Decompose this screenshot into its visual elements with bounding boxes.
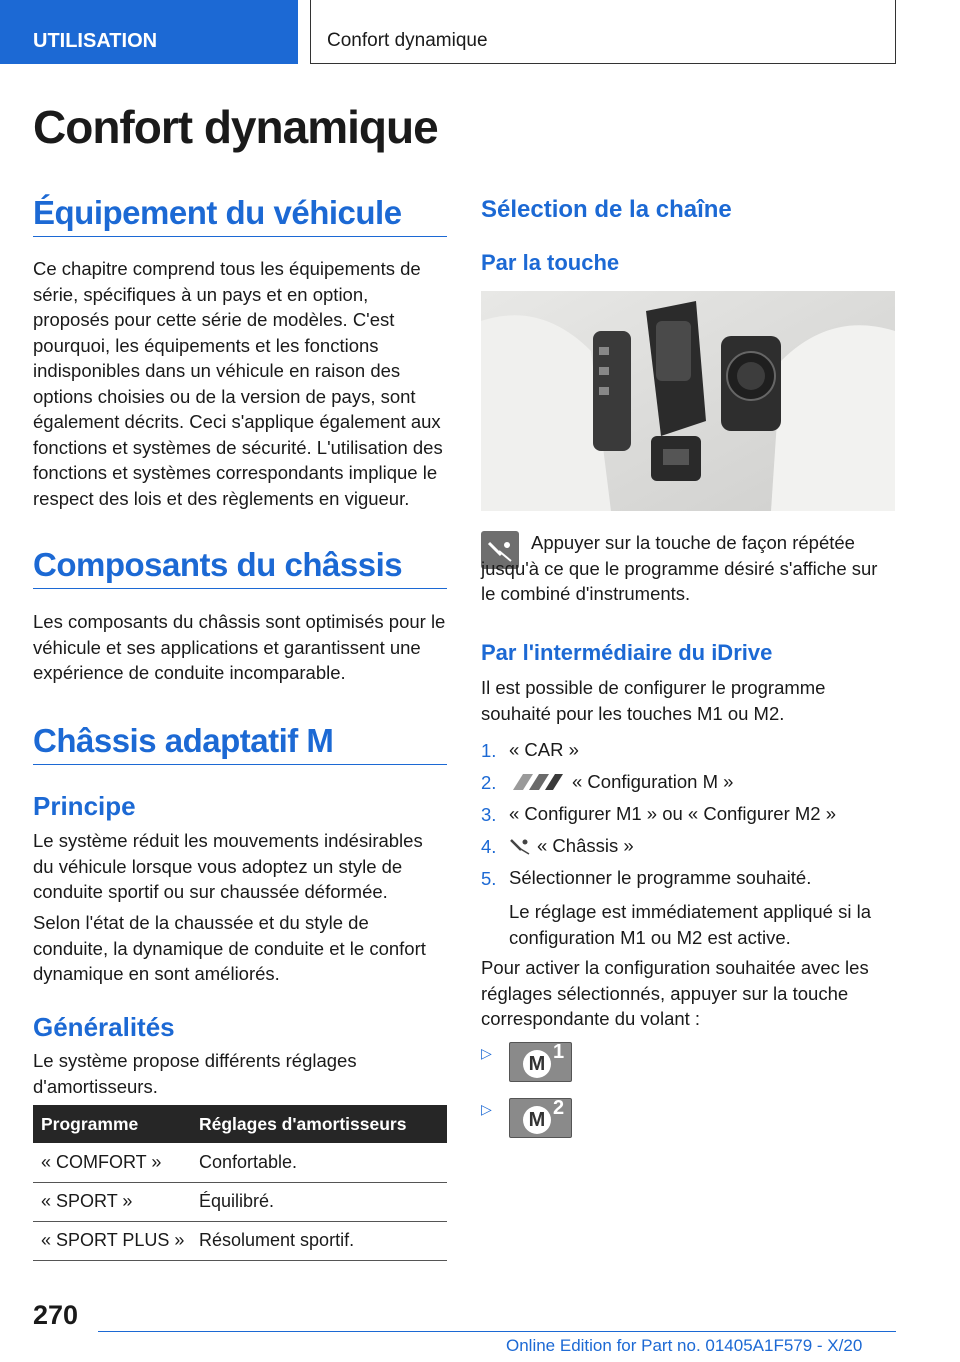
table-cell: Confortable. [191,1143,447,1182]
step-number: 5. [481,868,497,889]
step-text: « Configurer M1 » ou « Configurer M2 » [509,803,837,824]
heading-equipement: Équipement du véhicule [33,194,402,231]
table-row [33,1182,447,1221]
table-cell: Équilibré. [191,1182,447,1221]
step-text: « CAR » [509,739,579,760]
m2-key-sup: 2 [553,1097,565,1119]
heading-chassis-adaptatif: Châssis adaptatif M [33,722,334,759]
step-number: 1. [481,740,497,761]
footer-rule [98,1331,896,1332]
heading-rule [33,236,447,237]
step-text: Sélectionner le programme souhaité. [509,867,812,888]
principe-text-2: Selon l'état de la chaussée et du style de conduite, la dynamique de conduite et le confort dynamique en sont améliorés. [33,912,426,984]
table-cell: « SPORT » [33,1182,191,1221]
heading-generalites: Généralités [33,1012,175,1042]
equipement-text: Ce chapitre comprend tous les équipements de série, spécifiques à un pays et en option, proposés pour cette série de modèles. C'est pourquoi, les équipements et les fonctions indisponibles dans un véhicule en raison des options choisies ou de la version de pays, sont également décrits. Ceci s'applique également aux fonctions et systèmes de sécurité. L'utilisation des fonctions et systèmes correspondants implique le respect des lois et des règlements en vigueur. [33,258,443,509]
programme-table [33,1105,447,1261]
bullet-marker: ▷ [481,1045,492,1061]
m2-key-label: M [523,1106,551,1134]
heading-composants: Composants du châssis [33,546,403,583]
table-header-cell: Réglages d'amortisseurs [191,1105,447,1143]
table-cell: « COMFORT » [33,1143,191,1182]
composants-text: Les composants du châssis sont optimisés pour le véhicule et ses applications et garantissent une expérience de conduite incomparable. [33,611,446,683]
idrive-text: Il est possible de configurer le programme souhaité pour les touches M1 ou M2. [481,677,826,724]
heading-principe: Principe [33,791,136,821]
generalites-text: Le système propose différents réglages d'amortisseurs. [33,1050,357,1097]
table-cell: Résolument sportif. [191,1221,447,1260]
heading-rule [33,764,447,765]
page-title: Confort dynamique [33,101,438,153]
step-number: 2. [481,772,497,793]
center-console-photo [481,291,895,511]
table-row [33,1143,447,1182]
heading-idrive: Par l'intermédiaire du iDrive [481,640,773,665]
step-text: « Configuration M » [572,771,734,792]
header-section-tab: UTILISATION [0,0,298,64]
m1-key-icon [509,1042,572,1082]
heading-selection: Sélection de la chaîne [481,196,732,223]
console-illustration [481,291,895,511]
activate-text: Pour activer la configuration souhaitée avec les réglages sélectionnés, appuyer sur la touche correspondante du volant : [481,957,869,1029]
page-number: 270 [33,1300,79,1330]
step-text: « Châssis » [537,835,634,856]
step-5-note: Le réglage est immédiatement appliqué si la configuration M1 ou M2 est active. [509,901,871,948]
m2-key-icon [509,1098,572,1138]
principe-text-1: Le système réduit les mouvements indésirables du véhicule lorsque vous adoptez un style de conduite sportif ou sur chaussée déformée. [33,830,423,902]
heading-par-la-touche: Par la touche [481,250,620,275]
table-header-row [33,1105,447,1143]
step-number: 4. [481,836,497,857]
m1-key-label: M [523,1050,551,1078]
chassis-icon [509,836,531,856]
table-header-cell: Programme [33,1105,191,1143]
heading-rule [33,588,447,589]
footer-edition: Online Edition for Part no. 01405A1F579 - X/20 [506,1336,863,1355]
m-logo-icon [509,772,563,792]
touche-text: Appuyer sur la touche de façon répétée jusqu'à ce que le programme désiré s'affiche sur le combiné d'instruments. [481,532,878,604]
table-cell: « SPORT PLUS » [33,1221,191,1260]
table-row [33,1221,447,1260]
header-chapter-title: Confort dynamique [310,0,896,64]
m1-key-sup: 1 [553,1041,565,1063]
step-number: 3. [481,804,497,825]
bullet-marker: ▷ [481,1101,492,1117]
